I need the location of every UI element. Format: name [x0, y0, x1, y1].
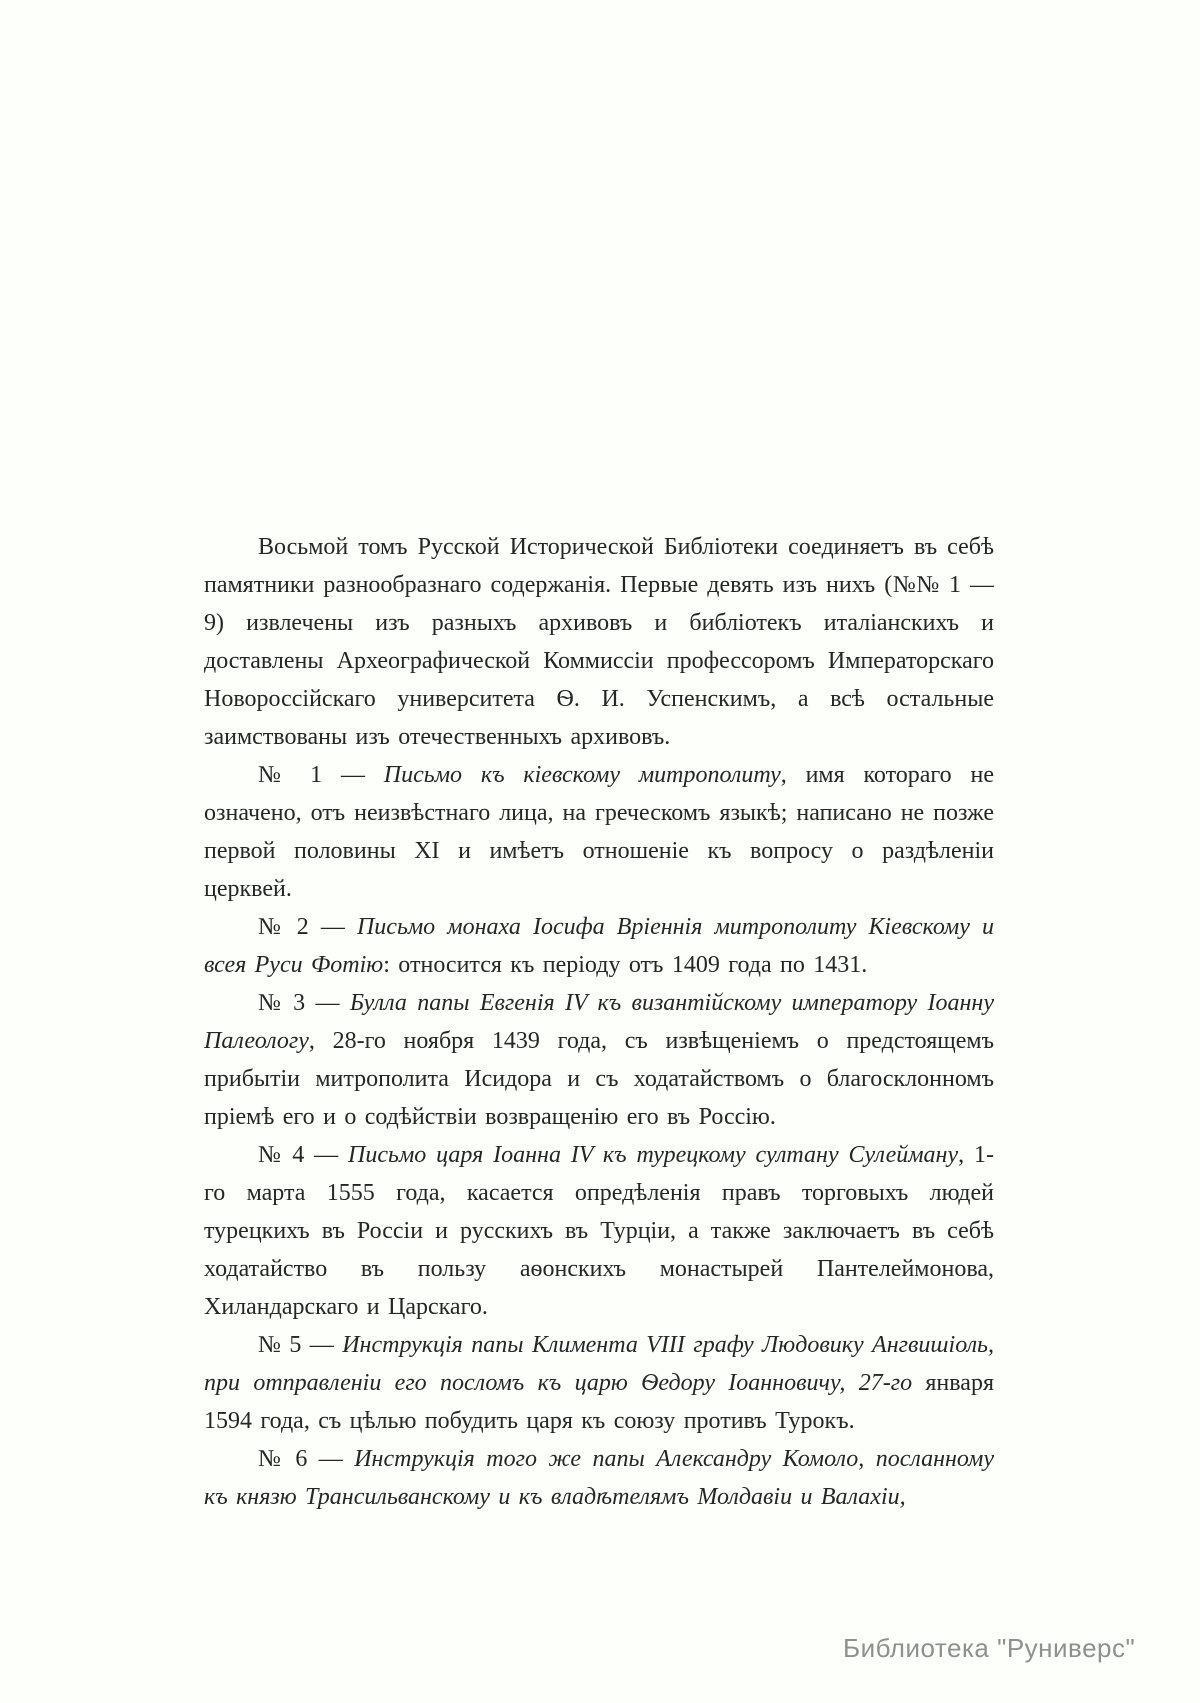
- entry-title-run: Письмо царя Іоанна IV къ турецкому султану Сулейману: [348, 1142, 959, 1168]
- item-number-run: № 6 —: [258, 1446, 355, 1472]
- entry-5: [204, 1326, 994, 1440]
- text-block: [204, 528, 994, 1516]
- text-run: : относится къ періоду отъ 1409 года по 1431.: [383, 952, 868, 978]
- entry-title-run: Письмо къ кіевскому митрополиту: [383, 762, 781, 788]
- entry-title-run: Булла папы Евгенія IV къ византійскому императору Іоанну Палеологу: [204, 990, 994, 1054]
- item-number-run: № 4 —: [258, 1142, 349, 1168]
- item-number-run: № 3 —: [258, 990, 350, 1016]
- runivers-watermark: Библиотека "Руниверс": [843, 1633, 1136, 1663]
- entry-title-run: Инструкція папы Климента VIII графу Людовику Ангвишіоль, при отправленіи его посломъ къ царю Ѳедору Іоанновичу, 27-го: [204, 1332, 994, 1396]
- entry-4: [204, 1136, 994, 1326]
- entry-1: [204, 756, 994, 908]
- entry-2: [204, 908, 994, 984]
- entry-title-run: Инструкція того же папы Александру Комоло, посланному къ князю Трансильванскому и къ владѣтелямъ Молдавіи и Валахіи,: [204, 1446, 994, 1510]
- intro-paragraph: [204, 528, 994, 756]
- item-number-run: № 1 —: [258, 762, 384, 788]
- text-run: , 1-го марта 1555 года, касается опредѣленія правъ торговыхъ людей турецкихъ въ Россіи и русскихъ въ Турціи, а также заключаетъ въ себѣ ходатайство въ пользу аѳонскихъ монастырей Пантелеймонова, Хиландарскаго и Царскаго.: [204, 1142, 994, 1320]
- item-number-run: № 2 —: [258, 914, 357, 940]
- entry-6: [204, 1440, 994, 1516]
- text-run: января 1594 года, съ цѣлью побудить царя къ союзу противъ Турокъ.: [204, 1370, 994, 1434]
- entry-title-run: Письмо монаха Іосифа Вріеннія митрополиту Кіевскому и всея Руси Фотію: [204, 914, 994, 978]
- entry-3: [204, 984, 994, 1136]
- item-number-run: № 5 —: [258, 1332, 343, 1358]
- text-run: , имя котораго не означено, отъ неизвѣстнаго лица, на греческомъ языкѣ; написано не позже первой половины XI и имѣетъ отношеніе къ вопросу о раздѣленіи церквей.: [204, 762, 994, 902]
- text-run: Восьмой томъ Русской Исторической Библіотеки соединяетъ въ себѣ памятники разнообразнаго содержанія. Первые девять изъ нихъ (№№ 1 — 9) извлечены изъ разныхъ архивовъ и библіотекъ италіанскихъ и доставлены Археографической Коммиссіи профессоромъ Императорскаго Новороссійскаго университета Ѳ. И. Успенскимъ, а всѣ остальные заимствованы изъ отечественныхъ архивовъ.: [204, 534, 994, 750]
- text-run: , 28-го ноября 1439 года, съ извѣщеніемъ о предстоящемъ прибытіи митрополита Исидора и съ ходатайствомъ о благосклонномъ пріемѣ его и о содѣйствіи возвращенію его въ Россію.: [204, 1028, 994, 1130]
